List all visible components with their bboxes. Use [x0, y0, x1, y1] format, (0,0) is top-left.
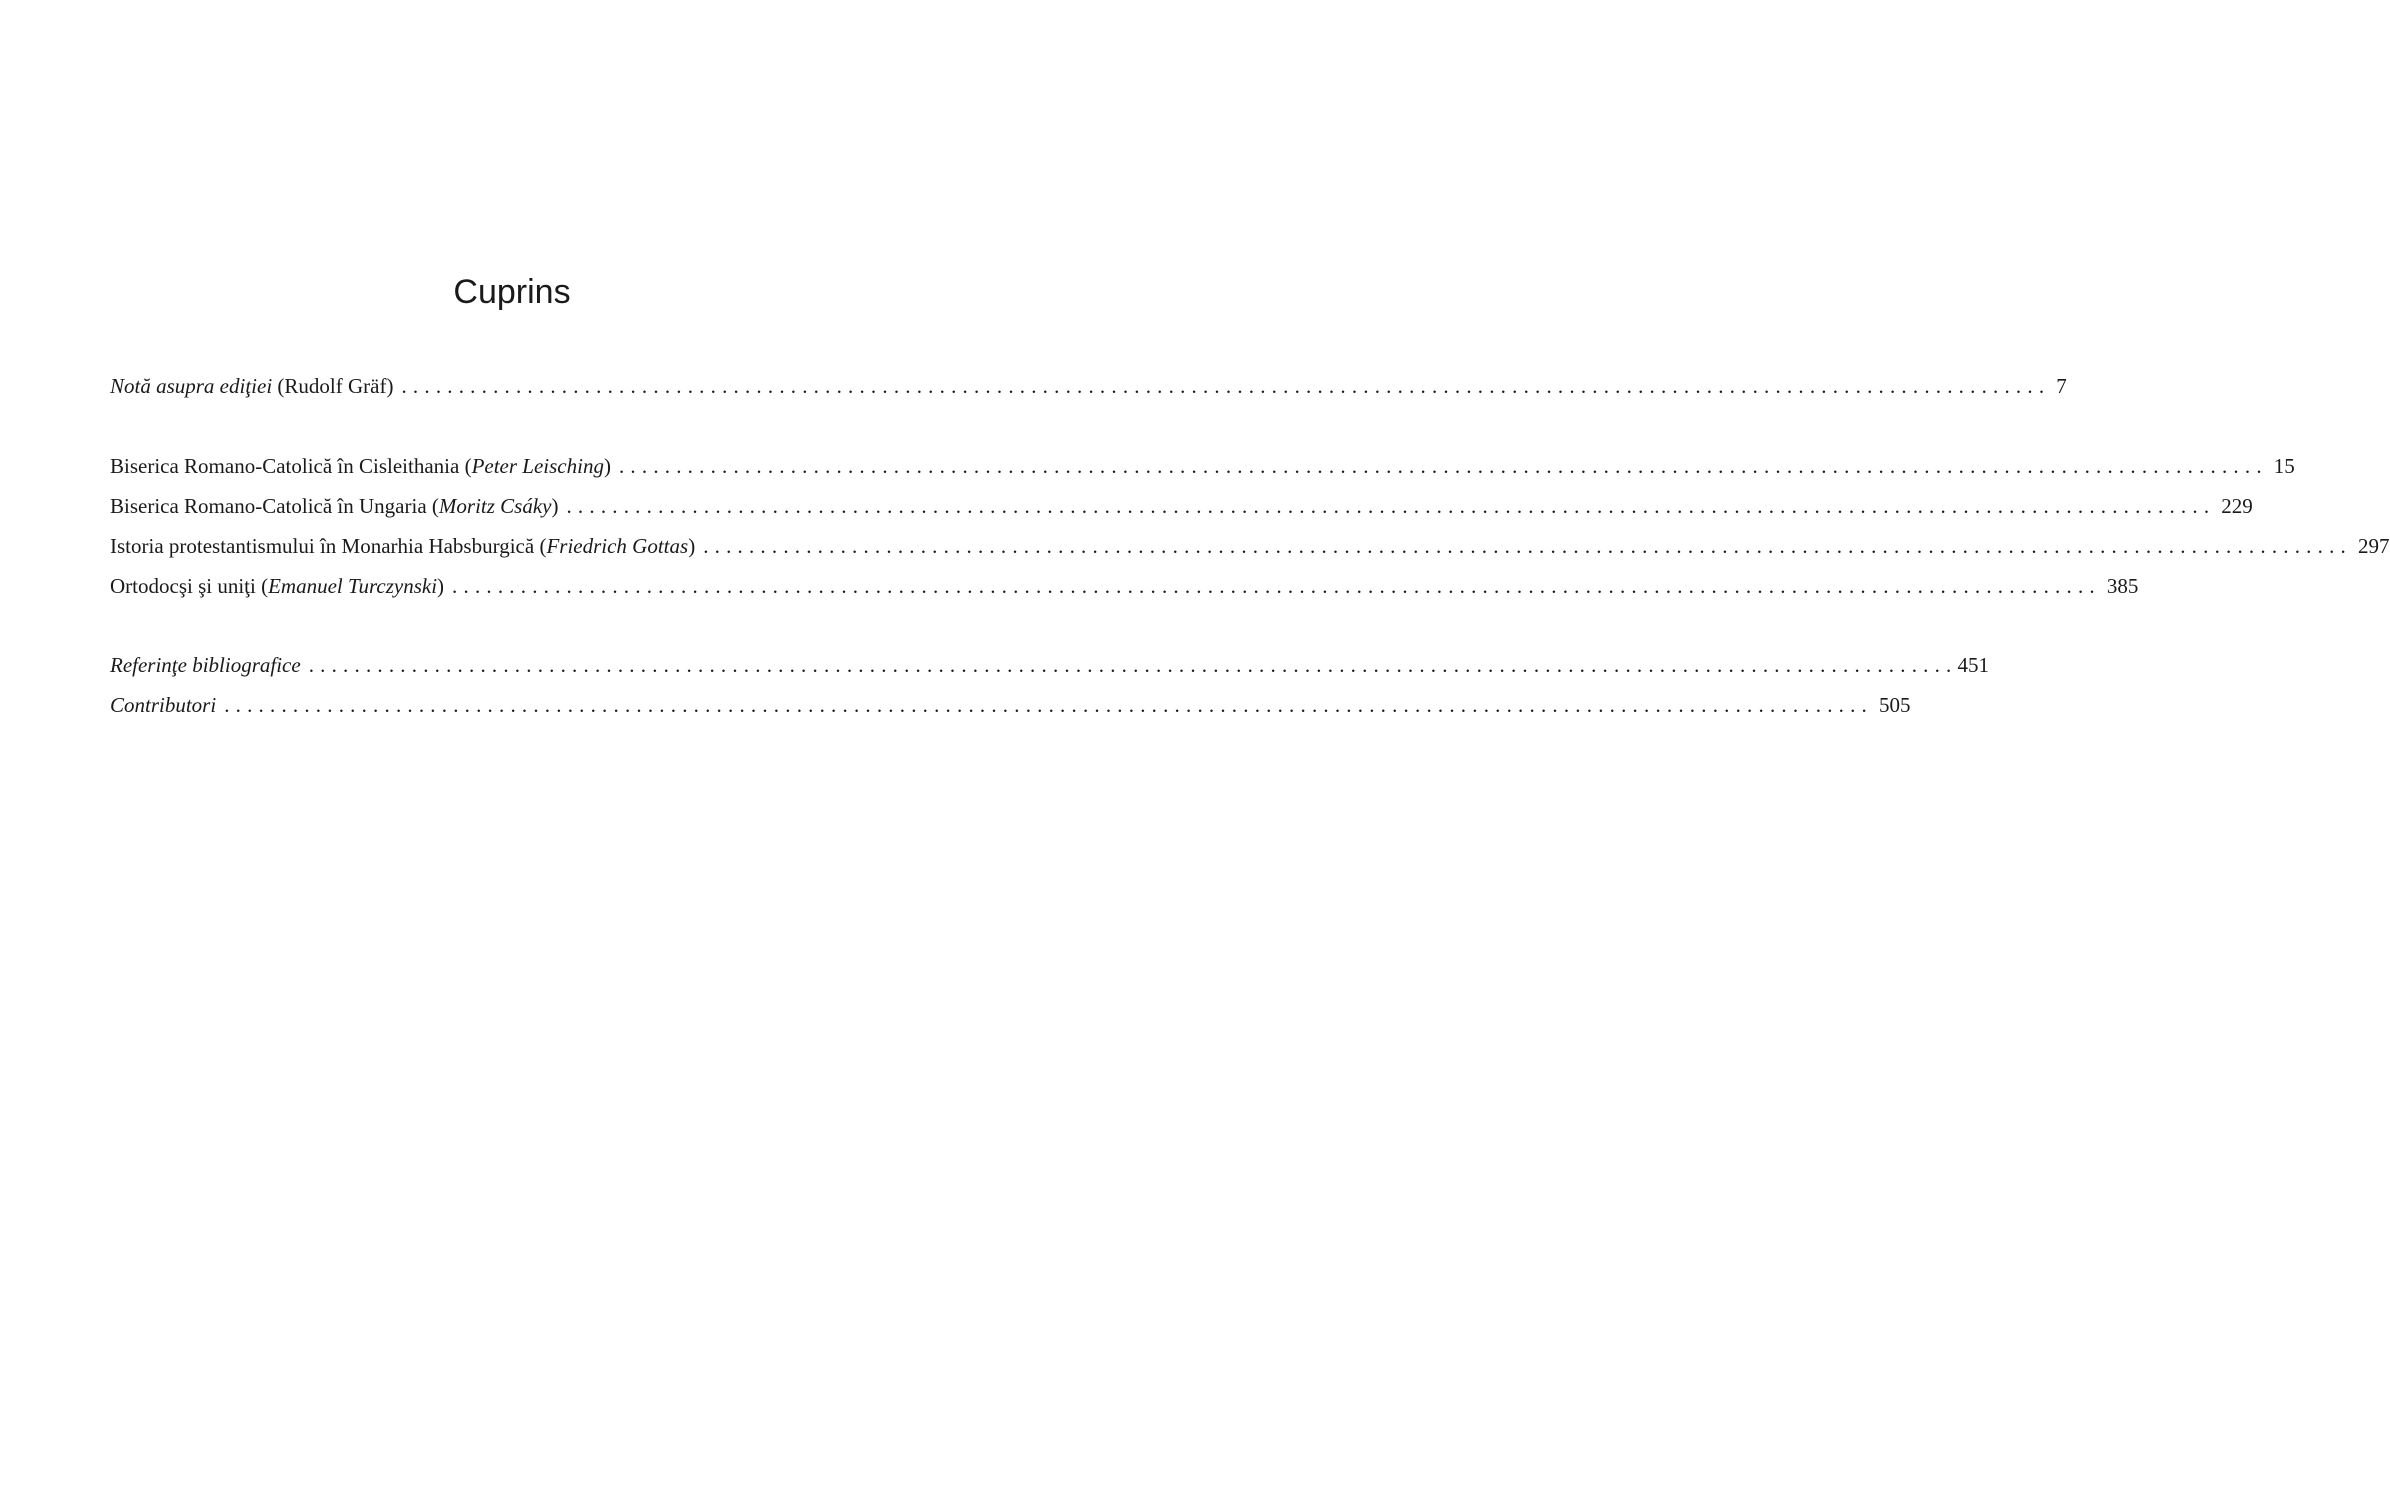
chapter-author: Emanuel Turczynski [268, 574, 438, 598]
dot-leader: ................................................................................................................................................ [224, 693, 1874, 717]
toc-entry-chapter-3[interactable] [110, 526, 2390, 566]
dot-leader: ................................................................................................................................................ [566, 494, 2216, 518]
dot-leader: ................................................................................................................................................ [308, 653, 1958, 677]
page-number: 15 [2273, 454, 2295, 478]
chapter-title: Istoria protestantismului în Monarhia Habsburgică ( [110, 534, 547, 558]
page-number: 505 [1879, 693, 1911, 717]
page-number: 385 [2106, 574, 2139, 598]
toc-entry-contributors[interactable] [110, 685, 1911, 725]
entry-title-italic: Referinţe bibliografice [110, 653, 301, 677]
entry-title [110, 486, 558, 526]
dot-leader: ................................................................................................................................................ [703, 534, 2352, 558]
chapter-title-close: ) [603, 454, 611, 478]
page-number: 229 [2221, 494, 2253, 518]
entry-title [110, 645, 301, 685]
dot-leader: ................................................................................................................................................ [618, 454, 2268, 478]
entry-title-italic: Notă asupra ediţiei [110, 374, 273, 398]
chapter-title: Biserica Romano-Catolică în Ungaria ( [110, 494, 439, 518]
entry-editor: (Rudolf Gräf) [272, 374, 394, 398]
toc-entry-references[interactable] [110, 645, 1990, 685]
chapter-title: Biserica Romano-Catolică în Cisleithania ( [110, 454, 472, 478]
chapter-author: Moritz Csáky [438, 494, 552, 518]
chapter-title-close: ) [688, 534, 696, 558]
entry-title-italic: Contributori [110, 693, 217, 717]
page-title: Cuprins [453, 273, 571, 311]
front-matter-section [110, 366, 2067, 406]
chapter-author: Peter Leisching [471, 454, 604, 478]
chapter-title: Ortodocşi şi uniţi ( [110, 574, 269, 598]
chapter-title-close: ) [437, 574, 445, 598]
chapters-section [110, 446, 2390, 606]
back-matter-section [110, 645, 1990, 725]
dot-leader: ................................................................................................................................................ [401, 374, 2051, 398]
toc-entry-chapter-4[interactable] [110, 566, 2139, 606]
toc-entry-chapter-1[interactable] [110, 446, 2295, 486]
chapter-author: Friedrich Gottas [546, 534, 689, 558]
dot-leader: ................................................................................................................................................ [452, 574, 2101, 598]
entry-title [110, 526, 695, 566]
entry-title [110, 566, 444, 606]
page-number: 297 [2358, 534, 2390, 558]
page-number: 7 [2056, 374, 2067, 398]
entry-title [110, 366, 393, 406]
entry-title [110, 685, 216, 725]
toc-entry-editorial-note[interactable] [110, 366, 2067, 406]
page-number: 451 [1957, 653, 1990, 677]
chapter-title-close: ) [551, 494, 559, 518]
entry-title [110, 446, 611, 486]
toc-entry-chapter-2[interactable] [110, 486, 2253, 526]
